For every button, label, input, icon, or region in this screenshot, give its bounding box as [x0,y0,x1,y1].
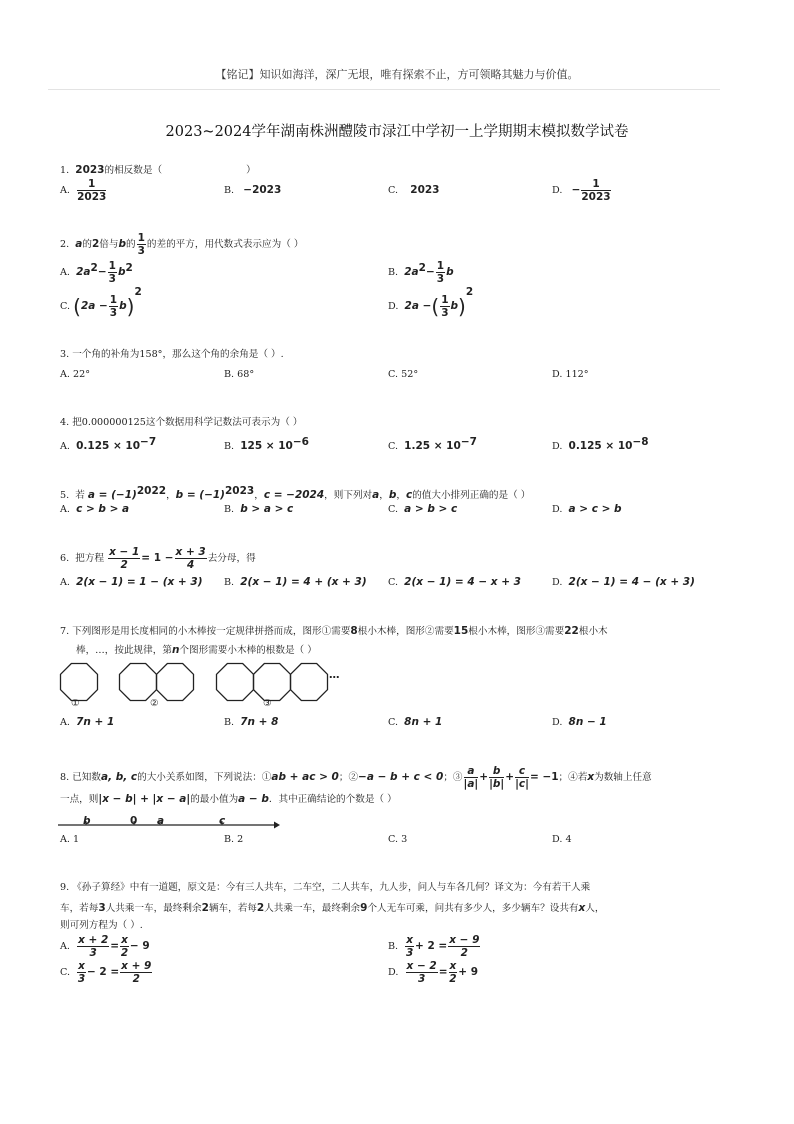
question-1-option-b[interactable]: B. −2023 [224,184,282,196]
question-6-option-b[interactable]: B. 2(x − 1) = 4 + (x + 3) [224,576,367,588]
question-7-option-a[interactable]: A. 7n + 1 [60,716,115,728]
question-8-option-b[interactable]: B. 2 [224,834,244,845]
question-8-option-a[interactable]: A. 1 [60,834,80,845]
question-1-stem: 1. 2023的相反数是（ ） [60,164,256,176]
question-8-stem-line-1: 8. 已知数a, b, c的大小关系如图，下列说法：①ab + ac > 0；②−a − b + c < 0；③ $\frac{a}{|a|}$ + $\frac{b}{|b|}$ + $\frac{c}{|c|}$ = −1；④若x为数轴上任意 [60,765,652,790]
page-title: 2023~2024学年湖南株洲醴陵市渌江中学初一上学期期末模拟数学试卷 [165,124,629,140]
question-5-option-b[interactable]: B. b > a > c [224,503,294,515]
octagon-fig3-2 [254,664,291,701]
axis-label-c: c [219,815,226,827]
question-9-option-a[interactable]: A. $\frac{x + 2}{3}$ = $\frac{x}{2}$ − 9 [60,934,150,959]
question-7-octagon-figures [55,660,355,716]
question-2-option-d[interactable]: D. 2a −( $\frac{1}{3}$ b)$^2$ [388,286,474,319]
question-4-stem: 4. 把0.000000125这个数据用科学记数法可表示为（ ） [60,417,303,428]
figure-label-1: ① [71,698,80,709]
question-7-stem-line-2: 棒，…，按此规律，第n个图形需要小木棒的根数是（ ） [76,644,317,656]
question-4-option-c[interactable]: C. $1.25 \times 10^{-7}$ [388,436,477,453]
question-1-option-a[interactable]: A. $\frac{1}{2023}$ [60,178,107,203]
motto-banner: 【铭记】知识如海洋，深广无垠，唯有探索不止，方可领略其魅力与价值。 [215,68,579,81]
octagon-fig2-2 [157,664,194,701]
question-8-option-c[interactable]: C. 3 [388,834,408,845]
question-5-option-d[interactable]: D. a > c > b [552,503,622,515]
question-9-option-c[interactable]: C. $\frac{x}{3}$ − 2 = $\frac{x + 9}{2}$ [60,960,152,985]
question-7-option-b[interactable]: B. 7n + 8 [224,716,279,728]
figure-label-2: ② [150,698,159,709]
octagon-fig3-3 [291,664,328,701]
question-6-stem: 6. 把方程 $\frac{x - 1}{2}$ = 1 − $\frac{x + 3}{4}$ 去分母，得 [60,546,256,571]
question-2-option-c[interactable]: C. (2a − $\frac{1}{3}$ b)$^2$ [60,286,142,319]
question-9-option-b[interactable]: B. $\frac{x}{3}$ + 2 = $\frac{x - 9}{2}$ [388,934,480,959]
question-6-option-d[interactable]: D. 2(x − 1) = 4 − (x + 3) [552,576,695,588]
question-3-option-c[interactable]: C. 52° [388,369,419,380]
question-6-option-a[interactable]: A. 2(x − 1) = 1 − (x + 3) [60,576,203,588]
axis-label-zero: 0 [130,815,138,827]
question-1-option-d[interactable]: D. − $\frac{1}{2023}$ [552,178,611,203]
question-8-stem-line-2: 一点，则|x − b| + |x − a|的最小值为a − b．其中正确结论的个数是（ ） [60,793,397,805]
question-4-option-d[interactable]: D. $0.125 \times 10^{-8}$ [552,436,649,453]
figure-label-3: ③ [263,698,272,709]
axis-label-b: b [83,815,91,827]
question-2-option-b[interactable]: B. $2a^2-$ $\frac{1}{3}$ b [388,260,454,285]
question-5-option-c[interactable]: C. a > b > c [388,503,458,515]
question-5-stem: 5. 若 $a = (-1)^{2022}$，$b = (-1)^{2023}$，c = −2024，则下列对a，b，c的值大小排列正确的是（ ） [60,485,531,502]
axis-label-a: a [157,815,165,827]
question-3-option-d[interactable]: D. 112° [552,369,589,380]
question-9-stem-line-1: 9. 《孙子算经》中有一道题，原文是：今有三人共车，二车空，二人共车，九人步，问人与车各几何？译文为：今有若干人乘 [60,882,591,893]
octagon-fig1-1 [61,664,98,701]
question-7-stem-line-1: 7. 下列图形是用长度相同的小木棒按一定规律拼搭而成，图形①需要8根小木棒，图形②需要15根小木棒，图形③需要22根小木 [60,625,608,637]
question-7-option-c[interactable]: C. 8n + 1 [388,716,443,728]
question-6-option-c[interactable]: C. 2(x − 1) = 4 − x + 3 [388,576,521,588]
question-4-option-b[interactable]: B. $125 \times 10^{-6}$ [224,436,309,453]
question-3-option-b[interactable]: B. 68° [224,369,255,380]
question-4-option-a[interactable]: A. $0.125 \times 10^{-7}$ [60,436,157,453]
question-1-option-c[interactable]: C. 2023 [388,184,440,196]
octagon-fig2-1 [120,664,157,701]
question-3-option-a[interactable]: A. 22° [60,369,91,380]
question-2-stem: 2. a的2倍与b的 $\frac{1}{3}$ 的差的平方，用代数式表示应为（ ） [60,232,304,257]
question-2-option-a[interactable]: A. $2a^2-$ $\frac{1}{3}$ $b^2$ [60,260,133,285]
figure-ellipsis: … [329,669,340,681]
question-7-option-d[interactable]: D. 8n − 1 [552,716,607,728]
question-8-option-d[interactable]: D. 4 [552,834,572,845]
question-5-option-a[interactable]: A. c > b > a [60,503,130,515]
octagon-fig3-1 [217,664,254,701]
question-9-stem-line-2: 车，若每3人共乘一车，最终剩余2辆车，若每2人共乘一车，最终剩余9个人无车可乘，问共有多少人，多少辆车？设共有x人， [60,902,605,914]
question-9-stem-line-3: 则可列方程为（ ）. [60,920,143,931]
number-line [58,812,280,836]
question-3-stem: 3. 一个角的补角为158°，那么这个角的余角是（ ）. [60,349,284,360]
header-divider [48,89,720,90]
question-9-option-d[interactable]: D. $\frac{x - 2}{3}$ = $\frac{x}{2}$ + 9 [388,960,479,985]
